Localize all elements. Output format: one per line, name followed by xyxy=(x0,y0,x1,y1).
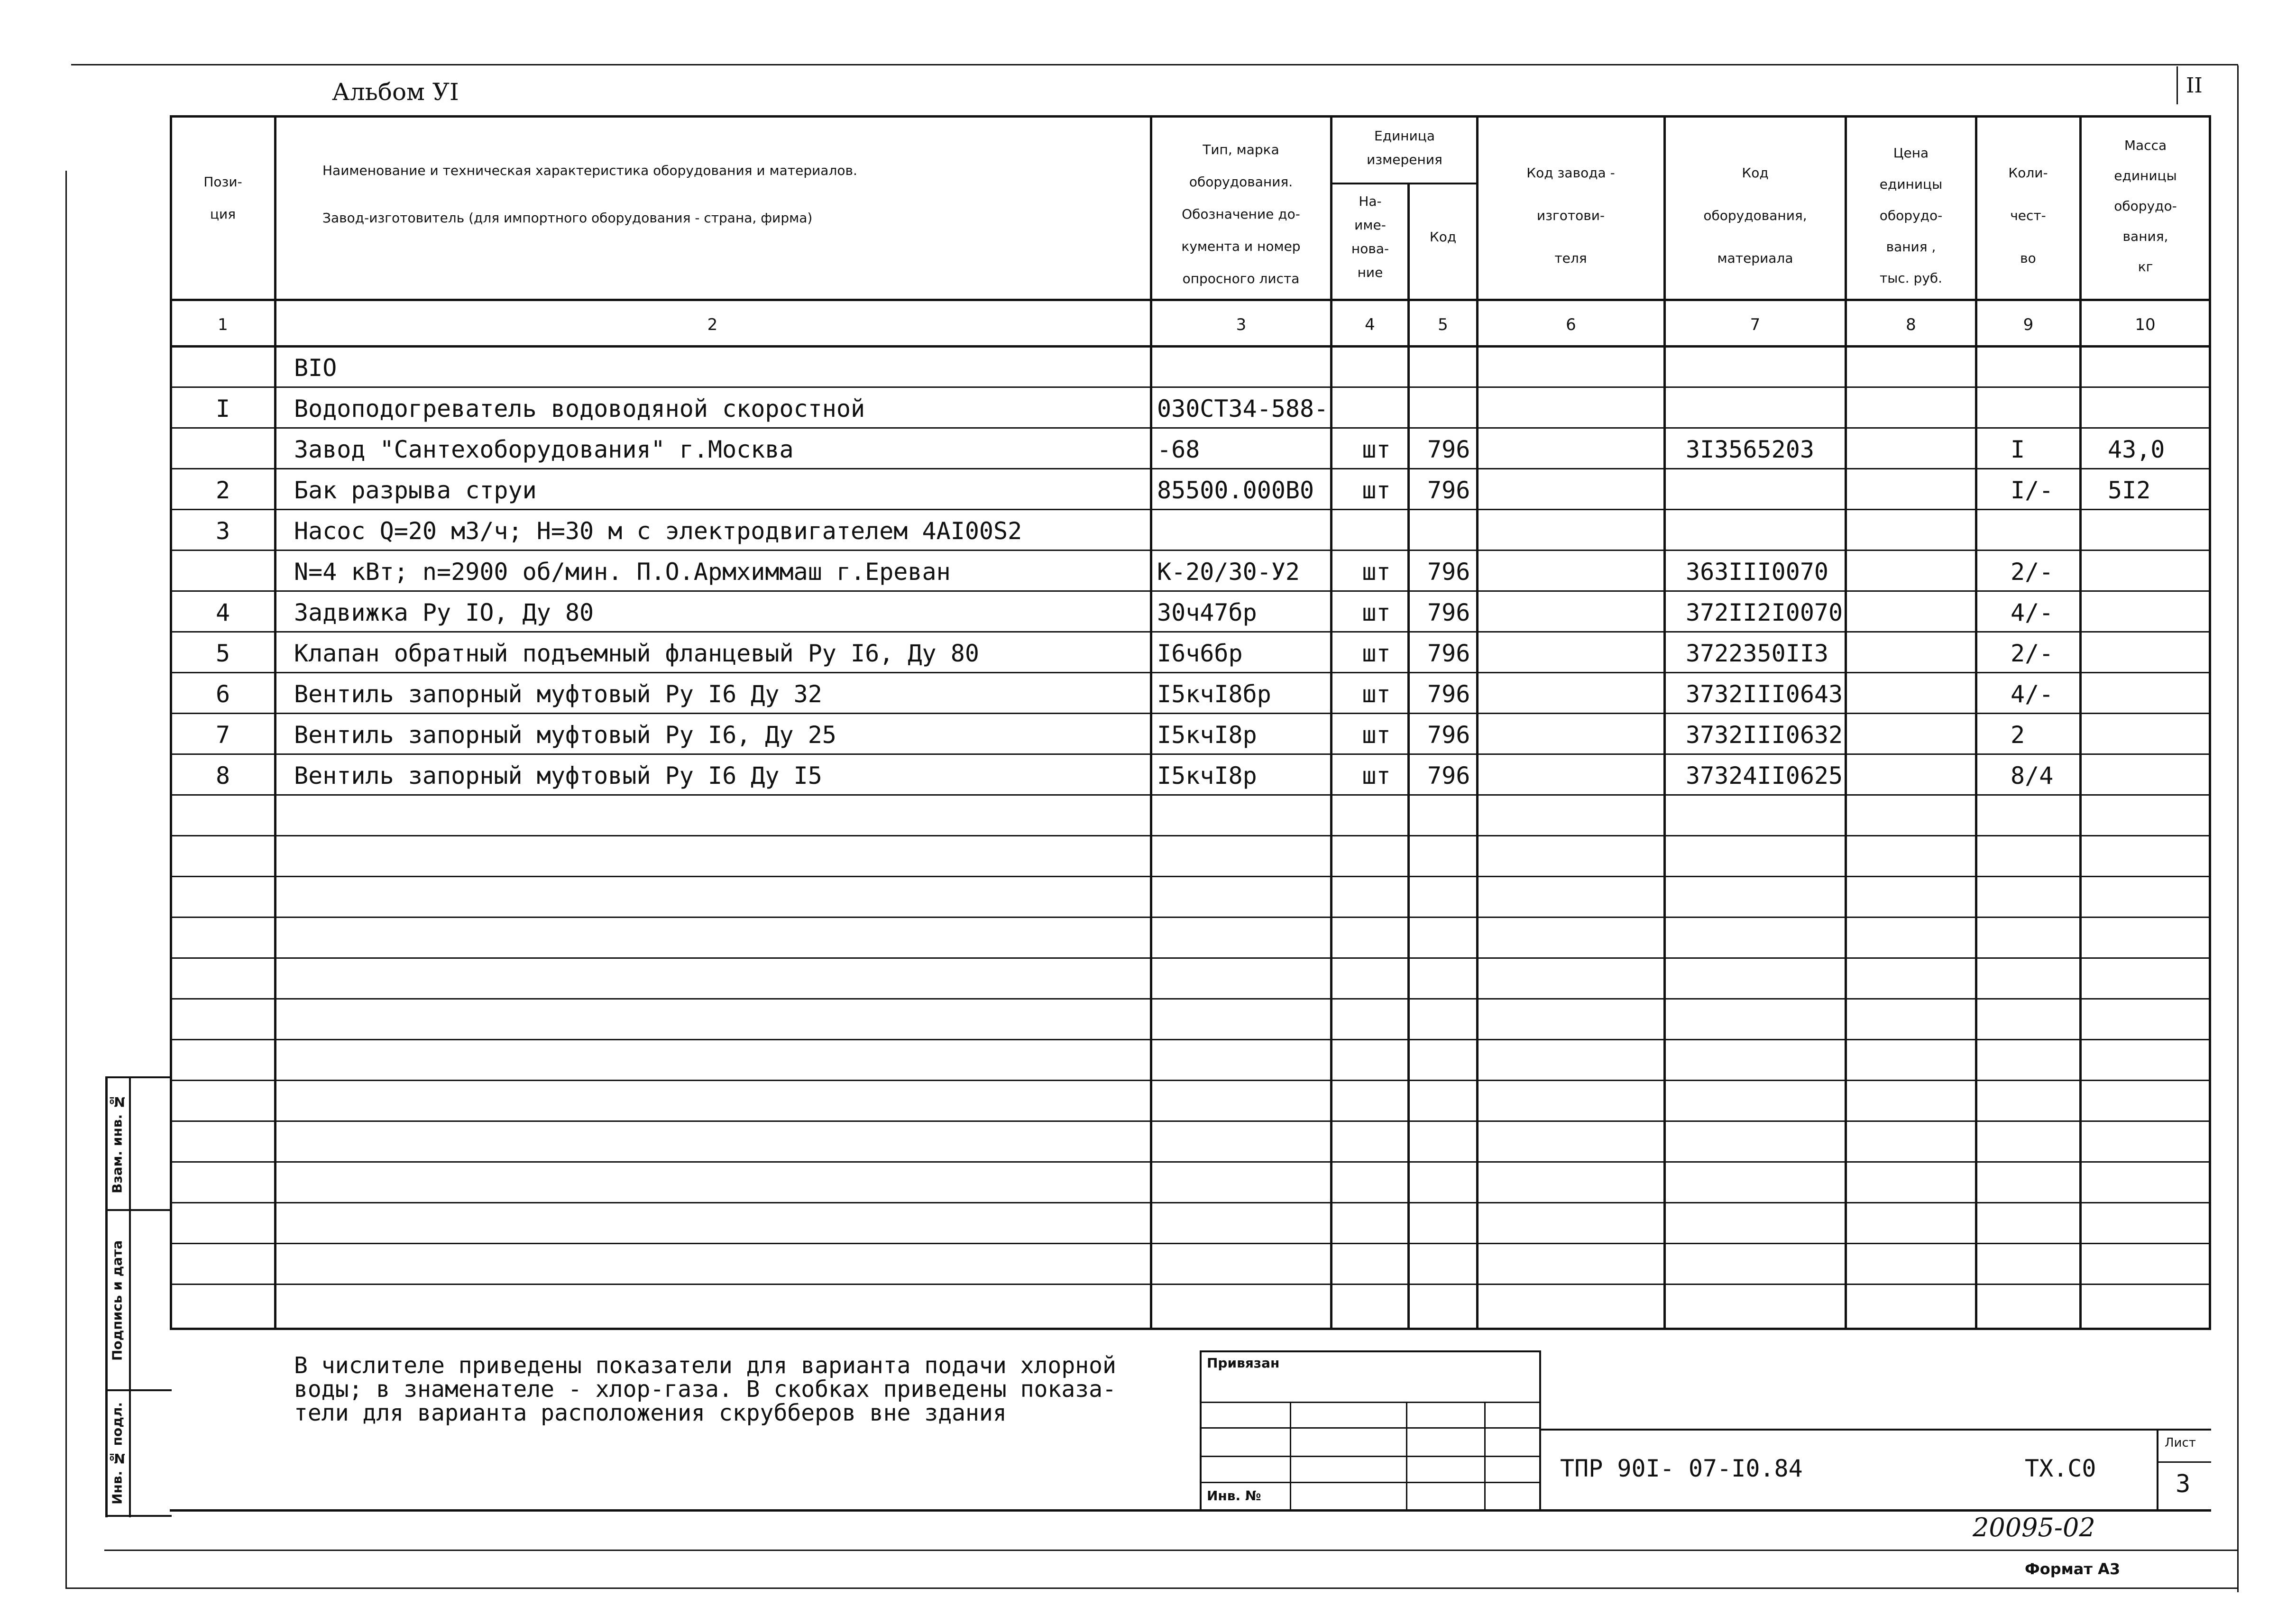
vline-9 xyxy=(2079,115,2082,1329)
row-line xyxy=(171,917,2210,918)
stamp-top xyxy=(1200,1350,1541,1352)
row-line xyxy=(171,998,2210,1000)
row-position: 3 xyxy=(215,517,230,545)
title-block-bottom xyxy=(170,1509,2211,1512)
row-unit-code: 796 xyxy=(1427,436,1470,463)
row-line xyxy=(171,835,2210,836)
row-line xyxy=(171,1120,2210,1122)
col-number-4: 4 xyxy=(1365,315,1375,334)
sheet-number: 3 xyxy=(2176,1470,2191,1498)
header-name-line2: Завод-изготовитель (для импортного оборудования - страна, фирма) xyxy=(322,210,813,226)
stamp-v2 xyxy=(1406,1402,1407,1509)
row-unit-code: 796 xyxy=(1427,640,1470,667)
stamp-bound-label: Привязан xyxy=(1207,1355,1280,1371)
col-number-2: 2 xyxy=(707,315,718,334)
row-type: 30ч47бр xyxy=(1157,599,1257,626)
col-number-1: 1 xyxy=(218,315,228,334)
row-position xyxy=(171,551,275,592)
row-type: I5кчI8р xyxy=(1157,762,1257,789)
row-type: -68 xyxy=(1157,436,1200,463)
unit-split-line xyxy=(1330,183,1477,184)
row-line xyxy=(171,386,2210,388)
stamp-left xyxy=(1200,1350,1202,1509)
row-unit xyxy=(1335,348,1418,388)
row-type: I5кчI8р xyxy=(1157,721,1257,749)
row-position xyxy=(171,429,275,470)
header-factory-code: Код завода - изготови- теля xyxy=(1526,165,1615,266)
row-unit-code: 796 xyxy=(1427,680,1470,708)
row-name: Вентиль запорный муфтовый Ру I6, Ду 25 xyxy=(294,721,836,749)
side-h2 xyxy=(105,1209,172,1211)
row-line xyxy=(171,1161,2210,1163)
row-quantity: 4/- xyxy=(2011,599,2054,626)
title-block-top xyxy=(170,1328,2211,1330)
stamp-h4 xyxy=(1200,1482,1541,1483)
row-line xyxy=(171,876,2210,877)
row-line xyxy=(171,1039,2210,1040)
row-name: Завод "Сантехоборудования" г.Москва xyxy=(294,436,794,463)
side-h4 xyxy=(105,1515,172,1517)
row-quantity: 2/- xyxy=(2011,558,2054,586)
row-line xyxy=(171,957,2210,959)
document-code: ТПР 90I- 07-I0.84 xyxy=(1560,1455,1803,1482)
side-label-swap: Взам. инв. № xyxy=(109,1094,125,1194)
row-quantity: 2/- xyxy=(2011,640,2054,667)
col-number-5: 5 xyxy=(1438,315,1448,334)
row-equipment-code: 3I3565203 xyxy=(1686,436,1814,463)
header-equip-code: Код оборудования, материала xyxy=(1703,165,1807,266)
header-unit-group: Единица измерения xyxy=(1367,128,1442,167)
row-type: 85500.000В0 xyxy=(1157,477,1314,504)
vline-2 xyxy=(1150,115,1152,1329)
row-line xyxy=(171,1202,2210,1203)
table-top xyxy=(171,115,2210,118)
row-name: Водоподогреватель водоводяной скоростной xyxy=(294,395,865,422)
row-unit: шт xyxy=(1362,558,1391,586)
row-unit: шт xyxy=(1362,640,1391,667)
row-name: N=4 кВт; n=2900 об/мин. П.О.Армхиммаш г.Ереван xyxy=(294,558,951,586)
corner-divider xyxy=(2177,66,2178,104)
row-unit: шт xyxy=(1362,477,1391,504)
row-unit xyxy=(1335,511,1418,551)
stamp-h2 xyxy=(1200,1427,1541,1429)
row-quantity: 2 xyxy=(2011,721,2025,749)
header-quantity: Коли- чест- во xyxy=(2008,165,2048,266)
col-number-9: 9 xyxy=(2023,315,2034,334)
side-h1 xyxy=(105,1076,172,1078)
row-equipment-code: 363III0070 xyxy=(1686,558,1829,586)
row-unit-code: 796 xyxy=(1427,762,1470,789)
row-line xyxy=(171,1080,2210,1081)
row-position: 8 xyxy=(215,762,230,789)
row-type: I5кчI8бр xyxy=(1157,680,1271,708)
row-equipment-code: 372II2I0070 xyxy=(1686,599,1843,626)
side-right xyxy=(129,1076,131,1517)
row-unit: шт xyxy=(1362,762,1391,789)
vline-10 xyxy=(2209,115,2211,1329)
header-type: Тип, марка оборудования. Обозначение до- кумента и номер опросного листа xyxy=(1181,142,1301,286)
header-unit-code: Код xyxy=(1429,229,1457,245)
vline-7 xyxy=(1845,115,1847,1329)
row-quantity: 8/4 xyxy=(2011,762,2054,789)
row-type: К-20/30-У2 xyxy=(1157,558,1300,586)
row-name: Клапан обратный подъемный фланцевый Ру I6, Ду 80 xyxy=(294,640,979,667)
row-line xyxy=(171,1243,2210,1244)
vline-8 xyxy=(1975,115,1977,1329)
row-mass: 5I2 xyxy=(2108,477,2151,504)
row-position: 4 xyxy=(215,599,230,626)
row-line xyxy=(171,1284,2210,1285)
sheet-box-left xyxy=(2157,1429,2158,1512)
row-position: 2 xyxy=(215,477,230,504)
row-name: Бак разрыва струи xyxy=(294,477,537,504)
row-unit xyxy=(1335,388,1418,429)
row-position: I xyxy=(215,395,230,422)
col-number-3: 3 xyxy=(1236,315,1247,334)
row-equipment-code: 3722350II3 xyxy=(1686,640,1829,667)
col-number-8: 8 xyxy=(1906,315,1916,334)
row-equipment-code: 3732III0632 xyxy=(1686,721,1843,749)
title-mid-line xyxy=(1539,1429,2211,1431)
row-unit-code: 796 xyxy=(1427,721,1470,749)
archive-number: 20095-02 xyxy=(1973,1513,2095,1542)
outer-left xyxy=(65,171,67,1588)
stamp-h1 xyxy=(1200,1402,1541,1403)
row-name: Вентиль запорный муфтовый Ру I6 Ду 32 xyxy=(294,680,822,708)
row-quantity: I xyxy=(2011,436,2025,463)
stamp-inv-label: Инв. № xyxy=(1207,1488,1261,1504)
row-unit: шт xyxy=(1362,680,1391,708)
outer-right xyxy=(2237,65,2239,1592)
side-label-sign: Подпись и дата xyxy=(109,1240,125,1361)
top-border xyxy=(71,64,2238,65)
outer-bottom xyxy=(104,1550,2238,1551)
col-number-7: 7 xyxy=(1750,315,1761,334)
row-position: 6 xyxy=(215,680,230,708)
row-unit-code: 796 xyxy=(1427,477,1470,504)
header-price: Цена единицы оборудо- вания , тыс. руб. xyxy=(1879,145,1943,286)
row-equipment-code: 3732III0643 xyxy=(1686,680,1843,708)
row-position xyxy=(171,348,275,388)
row-position: 7 xyxy=(215,721,230,749)
sheet-code: ТХ.С0 xyxy=(2025,1455,2096,1482)
row-type: I6ч6бр xyxy=(1157,640,1243,667)
footnote: В числителе приведены показатели для варианта подачи хлорной воды; в знаменателе - хлор-газа. В скобках приведены показа- тели для варианта расположения скрубберов вне здания xyxy=(294,1352,1116,1426)
side-label-inv: Инв. № подл. xyxy=(109,1402,125,1505)
header-name-line1: Наименование и техническая характеристика оборудования и материалов. xyxy=(322,163,857,178)
row-name: Задвижка Ру IО, Ду 80 xyxy=(294,599,594,626)
album-title: Альбом УI xyxy=(332,78,459,106)
header-mass: Масса единицы оборудо- вания, кг xyxy=(2114,138,2177,275)
vline-6 xyxy=(1663,115,1666,1329)
stamp-h3 xyxy=(1200,1456,1541,1457)
row-name: ВIО xyxy=(294,354,337,382)
stamp-v3 xyxy=(1484,1402,1486,1509)
row-equipment-code: 37324II0625 xyxy=(1686,762,1843,789)
stamp-v1 xyxy=(1290,1402,1291,1509)
col-number-6: 6 xyxy=(1566,315,1576,334)
row-name: Вентиль запорный муфтовый Ру I6 Ду I5 xyxy=(294,762,822,789)
vline-5 xyxy=(1476,115,1479,1329)
header-unit-name: На- име- нова- ние xyxy=(1351,193,1389,280)
row-type: 030СТ34-588- xyxy=(1157,395,1329,422)
row-unit: шт xyxy=(1362,599,1391,626)
row-mass: 43,0 xyxy=(2108,436,2165,463)
sheet-box-mid xyxy=(2157,1461,2211,1463)
page-bottom xyxy=(65,1587,2238,1589)
header-bottom xyxy=(171,299,2210,301)
header-position: Пози- ция xyxy=(203,174,242,222)
row-unit: шт xyxy=(1362,436,1391,463)
row-quantity: I/- xyxy=(2011,477,2054,504)
sheet-label: Лист xyxy=(2165,1436,2196,1450)
row-quantity: 4/- xyxy=(2011,680,2054,708)
row-unit: шт xyxy=(1362,721,1391,749)
row-unit-code: 796 xyxy=(1427,599,1470,626)
page-corner-number: II xyxy=(2186,73,2203,98)
col-number-10: 10 xyxy=(2135,315,2156,334)
row-position: 5 xyxy=(215,640,230,667)
side-h3 xyxy=(105,1389,172,1391)
format-label: Формат А3 xyxy=(2025,1560,2121,1578)
row-name: Насос Q=20 м3/ч; Н=30 м с электродвигателем 4АI00S2 xyxy=(294,517,1022,545)
row-unit-code: 796 xyxy=(1427,558,1470,586)
vline-3 xyxy=(1330,115,1332,1329)
